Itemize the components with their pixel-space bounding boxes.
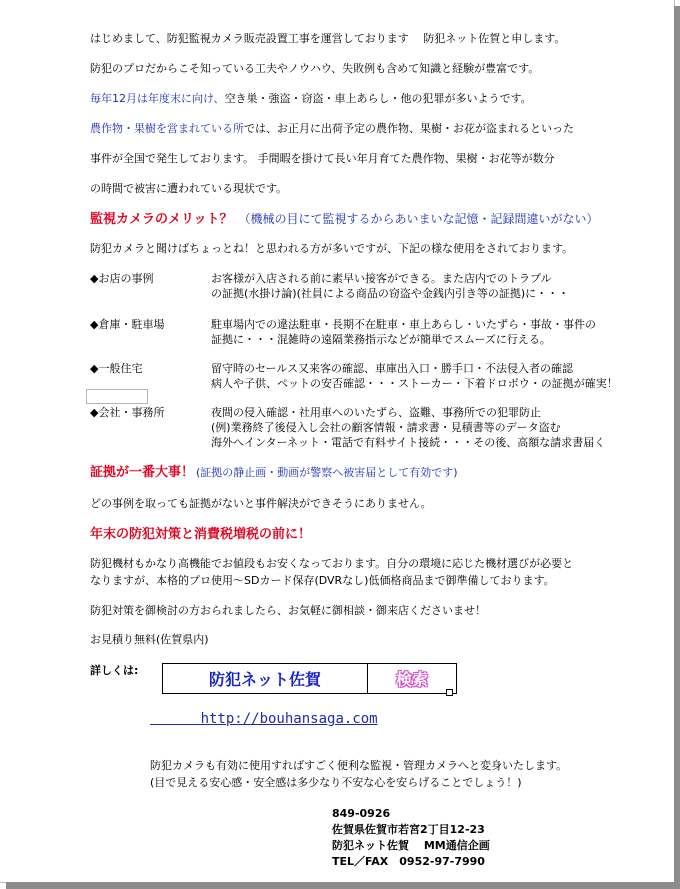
search-button[interactable]: [368, 664, 456, 693]
merit-heading: 監視カメラのメリット？: [90, 212, 233, 227]
case-label-warehouse: ◆倉庫・駐車場: [90, 318, 165, 331]
search-banner[interactable]: [162, 663, 457, 694]
merit-lead: 防犯カメラと聞けばちょっとね！と思われる方が多いですが、下記の様な使用をされております。: [90, 242, 574, 255]
case-label-shop: ◆お店の事例: [90, 272, 154, 285]
search-keyword[interactable]: 防犯ネット佐賀: [163, 664, 368, 693]
website-url-row[interactable]: [150, 711, 378, 727]
intro-line-4-text: では、お正月に出荷予定の農作物、果樹・お花が盗まれるといった: [244, 122, 574, 135]
case-desc-warehouse: [211, 317, 596, 347]
yearend-line-3: 防犯対策を御検討の方おられましたら、お気軽に御相談・御来店くださいませ！: [90, 604, 486, 617]
empty-text-box: [86, 389, 148, 404]
yearend-line-4: お見積り無料(佐賀県内): [90, 633, 209, 646]
yearend-line-2: なりますが、本格的プロ使用～SDカード保存(DVRなし)低価格商品まで御準備しております。: [90, 574, 555, 587]
merit-heading-row: [90, 210, 599, 229]
search-label: 詳しくは:: [90, 664, 139, 677]
intro-line-3-highlight: 毎年12月は年度末に向け、: [90, 92, 225, 105]
website-url-lead: [150, 711, 201, 727]
intro-line-3-text: 空き巣・強盗・窃盗・車上あらし・他の犯罪が多いようです。: [224, 92, 532, 105]
case-desc-house: [211, 361, 618, 391]
search-button-label: 検索: [395, 670, 428, 689]
yearend-heading: 年末の防犯対策と消費税増税の前に！: [90, 527, 312, 542]
address-zip: 849-0926: [332, 807, 391, 820]
case-desc-line: 留守時のセールス又来客の確認、車庫出入口・勝手口・不法侵入者の確認: [211, 362, 574, 375]
page-shadow-bottom: [6, 882, 680, 889]
merit-subheading: （機械の目にて監視するからあいまいな記憶・記録間違いがない）: [238, 212, 599, 226]
case-desc-line: (例)業務終了後侵入し会社の顧客情報・請求書・見積書等のデータ盗む: [211, 421, 561, 434]
website-url[interactable]: http://bouhansaga.com: [200, 711, 378, 727]
evidence-line: どの事例を取っても証拠がないと事件解決ができそうにありません。: [90, 497, 432, 510]
closing-line-2: (目で見える安心感・安全感は多少なり不安な心を安らげることでしょう！): [150, 776, 522, 789]
evidence-heading-row: [90, 464, 458, 482]
intro-line-6: の時間で被害に遭われている現状です。: [90, 182, 288, 195]
address-company: 防犯ネット佐賀 MM通信企画: [332, 839, 490, 852]
intro-line-4: [90, 122, 574, 136]
case-label-house: ◆一般住宅: [90, 362, 143, 375]
evidence-heading: 証拠が一番大事！: [90, 465, 195, 480]
case-desc-line: の証拠(水掛け論)(社員による商品の窃盗や金銭内引き等の証拠)に・・・: [211, 287, 570, 300]
intro-line-5: 事件が全国で発生しております。 手間暇を掛けて長い年月育てた農作物、果樹・お花等が数分: [90, 152, 555, 165]
evidence-subheading: (証拠の静止画・動画が警察へ被害届として有効です): [196, 466, 458, 479]
intro-line-3: [90, 92, 532, 106]
address-tel: TEL／FAX 0952-97-7990: [332, 855, 485, 868]
yearend-line-1: 防犯機材もかなり高機能でお値段もお安くなっております。自分の環境に応じた機材選びが必要と: [90, 557, 574, 570]
yearend-heading-row: [90, 526, 311, 544]
case-desc-line: 駐車場内での違法駐車・長期不在駐車・車上あらし・いたずら・事故・事件の: [211, 318, 596, 331]
case-desc-office: [211, 405, 605, 450]
page-shadow-right: [674, 6, 680, 889]
intro-line-1: はじめまして、防犯監視カメラ販売設置工事を運営しております 防犯ネット佐賀と申します。: [90, 32, 566, 45]
intro-line-4-highlight: 農作物・果樹を営まれている所: [90, 122, 244, 135]
case-desc-line: 証拠に・・・混雑時の遠隔業務指示などが簡単でスムーズに行える。: [211, 333, 551, 346]
case-desc-line: お客様が入店される前に素早い接客ができる。また店内でのトラブル: [211, 272, 552, 285]
intro-line-2: 防犯のプロだからこそ知っている工夫やノウハウ、失敗例も含めて知識と経験が豊富です。: [90, 62, 540, 75]
address-street: 佐賀県佐賀市若宮2丁目12-23: [332, 823, 485, 836]
resize-handle[interactable]: [446, 689, 453, 696]
case-desc-line: 夜間の侵入確認・社用車へのいたずら、盗難、事務所での犯罪防止: [211, 406, 541, 419]
case-label-office: ◆会社・事務所: [90, 406, 165, 419]
closing-line-1: 防犯カメラも有効に使用すればすごく便利な監視・管理カメラへと変身いたします。: [150, 759, 568, 772]
case-desc-shop: [211, 271, 569, 301]
case-desc-line: 海外へインターネット・電話で有料サイト接続・・・その後、高額な請求書届く: [211, 436, 606, 449]
case-desc-line: 病人や子供、ペットの安否確認・・・ストーカー・下着ドロボウ・の証拠が確実！: [211, 377, 618, 390]
